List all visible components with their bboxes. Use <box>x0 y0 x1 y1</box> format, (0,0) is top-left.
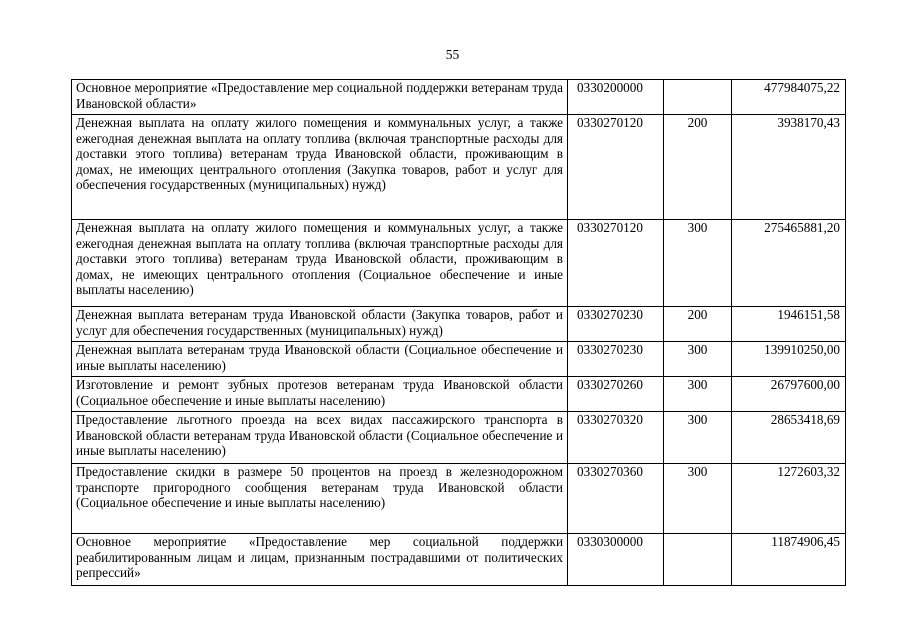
row-name: Денежная выплата на оплату жилого помещения и коммунальных услуг, а также ежегодная денежная выплата на оплату топлива (включая транспортные расходы для доставки этого топлива) ветеранам труда Ивановской области, проживающим в домах, не имеющих центрального отопления (Закупка товаров, работ и услуг для обеспечения государственных (муниципальных) нужд) <box>72 115 568 220</box>
row-amount: 11874906,45 <box>732 534 846 586</box>
row-name: Денежная выплата на оплату жилого помещения и коммунальных услуг, а также ежегодная денежная выплата на оплату топлива (включая транспортные расходы для доставки этого топлива) ветеранам труда Ивановской области, проживающим в домах, не имеющих центрального отопления (Социальное обеспечение и иные выплаты населению) <box>72 220 568 307</box>
row-code: 0330270360 <box>568 464 664 534</box>
row-amount: 26797600,00 <box>732 377 846 412</box>
row-name: Изготовление и ремонт зубных протезов ветеранам труда Ивановской области (Социальное обеспечение и иные выплаты населению) <box>72 377 568 412</box>
row-name: Денежная выплата ветеранам труда Ивановской области (Социальное обеспечение и иные выплаты населению) <box>72 342 568 377</box>
table-row <box>72 534 846 586</box>
table-row <box>72 307 846 342</box>
budget-table-body <box>72 80 846 586</box>
row-name: Денежная выплата ветеранам труда Ивановской области (Закупка товаров, работ и услуг для обеспечения государственных (муниципальных) нужд) <box>72 307 568 342</box>
row-code: 0330270230 <box>568 307 664 342</box>
table-row <box>72 220 846 307</box>
table-row <box>72 115 846 220</box>
row-name: Предоставление льготного проезда на всех видах пассажирского транспорта в Ивановской области ветеранам труда Ивановской области (Социальное обеспечение и иные выплаты населению) <box>72 412 568 464</box>
budget-table <box>71 79 846 586</box>
row-code: 0330270260 <box>568 377 664 412</box>
row-expense-type: 300 <box>664 412 732 464</box>
table-row <box>72 377 846 412</box>
page-number: 55 <box>445 47 460 62</box>
row-code: 0330270120 <box>568 220 664 307</box>
row-amount: 1946151,58 <box>732 307 846 342</box>
row-amount: 139910250,00 <box>732 342 846 377</box>
table-row <box>72 464 846 534</box>
row-amount: 275465881,20 <box>732 220 846 307</box>
table-row <box>72 412 846 464</box>
row-code: 0330270230 <box>568 342 664 377</box>
row-name: Предоставление скидки в размере 50 процентов на проезд в железнодорожном транспорте пригородного сообщения ветеранам труда Ивановской области (Социальное обеспечение и иные выплаты населению) <box>72 464 568 534</box>
row-expense-type: 300 <box>664 377 732 412</box>
table-row <box>72 80 846 115</box>
row-expense-type: 300 <box>664 342 732 377</box>
row-expense-type: 300 <box>664 464 732 534</box>
table-row <box>72 342 846 377</box>
row-expense-type: 200 <box>664 307 732 342</box>
row-expense-type <box>664 534 732 586</box>
row-name: Основное мероприятие «Предоставление мер социальной поддержки ветеранам труда Ивановской области» <box>72 80 568 115</box>
row-amount: 477984075,22 <box>732 80 846 115</box>
row-code: 0330200000 <box>568 80 664 115</box>
row-name: Основное мероприятие «Предоставление мер социальной поддержки реабилитированным лицам и лицам, признанным пострадавшими от политических репрессий» <box>72 534 568 586</box>
row-code: 0330270120 <box>568 115 664 220</box>
row-expense-type: 200 <box>664 115 732 220</box>
row-code: 0330270320 <box>568 412 664 464</box>
row-amount: 1272603,32 <box>732 464 846 534</box>
row-expense-type <box>664 80 732 115</box>
row-expense-type: 300 <box>664 220 732 307</box>
row-code: 0330300000 <box>568 534 664 586</box>
row-amount: 28653418,69 <box>732 412 846 464</box>
row-amount: 3938170,43 <box>732 115 846 220</box>
